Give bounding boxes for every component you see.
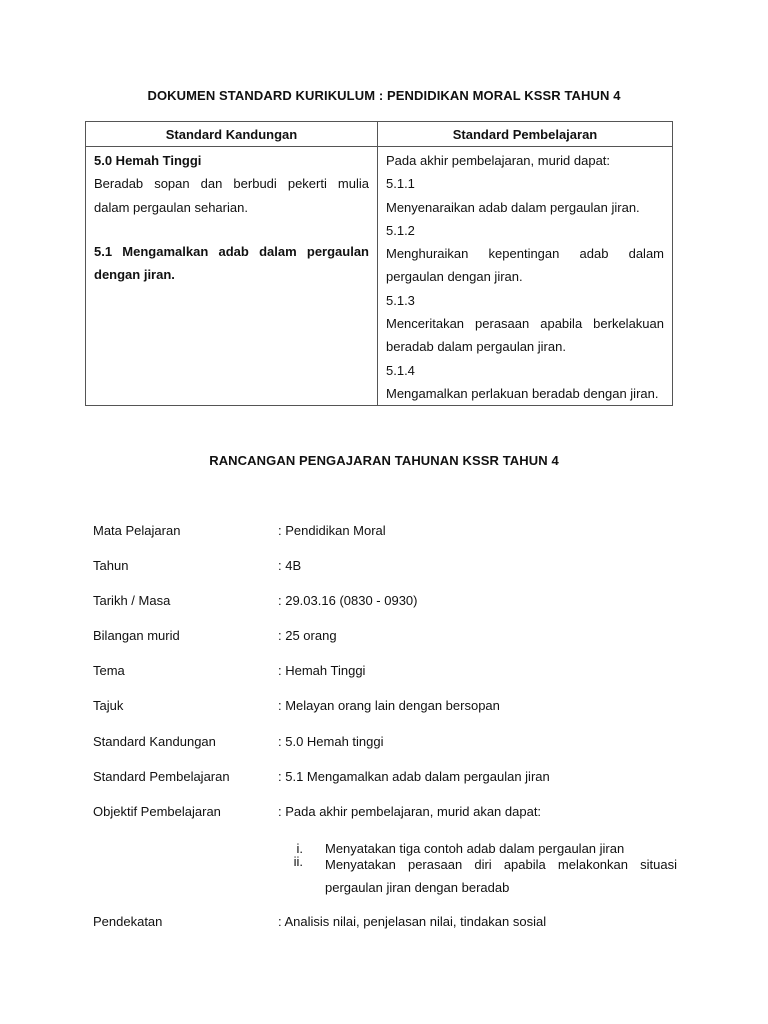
info-label: Bilangan murid bbox=[93, 628, 180, 643]
learning-standard-code: 5.1.1 bbox=[386, 176, 415, 192]
info-label: Tajuk bbox=[93, 698, 124, 713]
content-standard-heading: 5.0 Hemah Tinggi bbox=[94, 153, 202, 168]
info-label: Standard Pembelajaran bbox=[93, 769, 230, 784]
objective-number: i. bbox=[296, 841, 303, 856]
info-label: Tahun bbox=[93, 558, 129, 573]
objective-text: Menyatakan tiga contoh adab dalam pergaulan jiran bbox=[325, 841, 625, 856]
objectives-list bbox=[287, 840, 677, 899]
info-value: : Analisis nilai, penjelasan nilai, tindakan sosial bbox=[278, 914, 547, 929]
content-standard-description: Beradab sopan dan berbudi pekerti mulia dalam pergaulan seharian. bbox=[94, 176, 369, 215]
curriculum-standards-table bbox=[85, 121, 673, 406]
learning-standard-code: 5.1.4 bbox=[386, 362, 415, 378]
table-header-row bbox=[86, 122, 673, 147]
info-value: : 5.1 Mengamalkan adab dalam pergaulan jiran bbox=[278, 769, 550, 784]
info-label: Standard Kandungan bbox=[93, 734, 216, 749]
info-value: : 5.0 Hemah tinggi bbox=[278, 734, 384, 749]
table-row bbox=[86, 147, 673, 406]
info-value: : Melayan orang lain dengan bersopan bbox=[278, 698, 500, 713]
learning-standard-code: 5.1.2 bbox=[386, 222, 415, 238]
info-label: Mata Pelajaran bbox=[93, 523, 181, 538]
info-label: Tema bbox=[93, 663, 125, 678]
learning-standard-intro: Pada akhir pembelajaran, murid dapat: bbox=[386, 153, 611, 168]
info-label: Tarikh / Masa bbox=[93, 593, 171, 608]
info-value: : Hemah Tinggi bbox=[278, 663, 366, 678]
learning-standard-text: Menceritakan perasaan apabila berkelakuan beradab dalam pergaulan jiran. bbox=[386, 316, 664, 355]
learning-standard-text: Menyenaraikan adab dalam pergaulan jiran. bbox=[386, 199, 640, 215]
header-content-standard: Standard Kandungan bbox=[86, 122, 378, 147]
rpt-title: RANCANGAN PENGAJARAN TAHUNAN KSSR TAHUN 4 bbox=[209, 453, 559, 468]
learning-standard-text: Mengamalkan perlakuan beradab dengan jiran. bbox=[386, 385, 659, 401]
learning-standard-cell bbox=[378, 147, 673, 406]
info-label: Objektif Pembelajaran bbox=[93, 804, 221, 819]
info-value: : Pendidikan Moral bbox=[278, 523, 386, 538]
info-value: : 25 orang bbox=[278, 628, 337, 643]
info-value: : 4B bbox=[278, 558, 302, 573]
info-label: Pendekatan bbox=[93, 914, 163, 929]
content-standard-cell bbox=[86, 147, 378, 406]
document-title: DOKUMEN STANDARD KURIKULUM : PENDIDIKAN MORAL KSSR TAHUN 4 bbox=[147, 88, 621, 103]
learning-standard-code: 5.1.3 bbox=[386, 292, 415, 308]
learning-standard-text: Menghuraikan kepentingan adab dalam pergaulan dengan jiran. bbox=[386, 246, 664, 285]
objective-number: ii. bbox=[293, 854, 303, 869]
header-learning-standard: Standard Pembelajaran bbox=[378, 122, 673, 147]
info-value: : 29.03.16 (0830 - 0930) bbox=[278, 593, 418, 608]
info-value: : Pada akhir pembelajaran, murid akan dapat: bbox=[278, 804, 542, 819]
list-item bbox=[287, 853, 677, 899]
content-sub-standard: 5.1 Mengamalkan adab dalam pergaulan dengan jiran. bbox=[94, 243, 369, 283]
objective-text: Menyatakan perasaan diri apabila melakonkan situasi pergaulan jiran dengan beradab bbox=[325, 857, 677, 895]
